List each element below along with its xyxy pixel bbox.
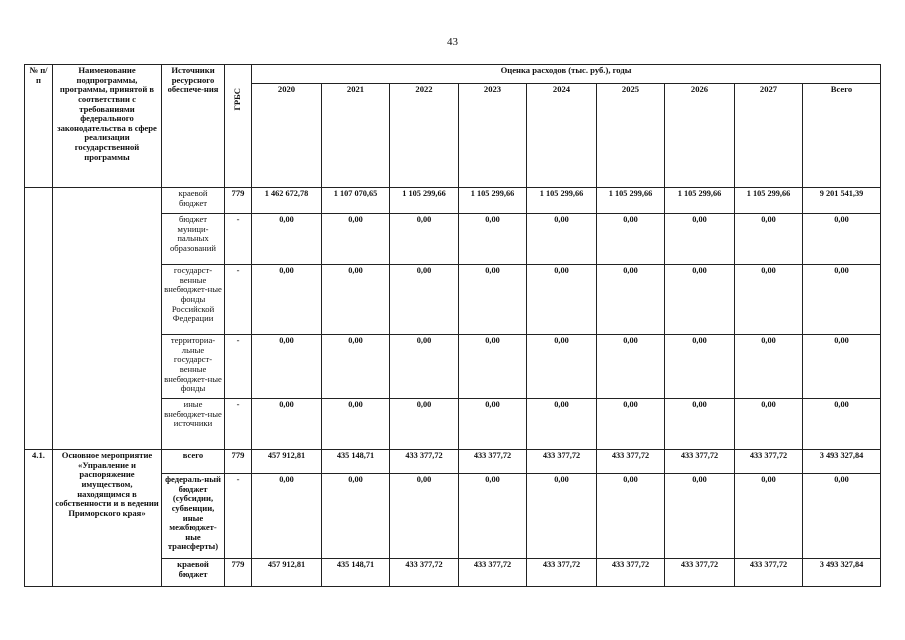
- header-year: 2020: [252, 84, 322, 188]
- header-year: 2022: [390, 84, 459, 188]
- year-value: 0,00: [735, 399, 803, 450]
- total-value: 9 201 541,39: [803, 188, 881, 214]
- year-value: 0,00: [597, 214, 665, 265]
- year-value: 1 462 672,78: [252, 188, 322, 214]
- total-value: 0,00: [803, 265, 881, 335]
- year-value: 433 377,72: [459, 450, 527, 474]
- year-value: 1 105 299,66: [459, 188, 527, 214]
- year-value: 0,00: [527, 399, 597, 450]
- table-row: [25, 450, 881, 474]
- total-value: 0,00: [803, 399, 881, 450]
- year-value: 433 377,72: [527, 450, 597, 474]
- year-value: 0,00: [735, 335, 803, 399]
- year-value: 0,00: [390, 335, 459, 399]
- year-value: 435 148,71: [322, 450, 390, 474]
- year-value: 0,00: [390, 474, 459, 559]
- year-value: 0,00: [665, 214, 735, 265]
- year-value: 0,00: [252, 335, 322, 399]
- grbs-code: 779: [225, 450, 252, 474]
- year-value: 1 105 299,66: [665, 188, 735, 214]
- year-value: 433 377,72: [390, 450, 459, 474]
- header-grbs-label: ГРБС: [232, 88, 243, 111]
- year-value: 1 107 070,65: [322, 188, 390, 214]
- funding-source: федераль-ный бюджет (субсидии, субвенции, иные межбюджет-ные трансферты): [162, 474, 225, 559]
- year-value: 0,00: [322, 335, 390, 399]
- year-value: 0,00: [322, 399, 390, 450]
- grbs-code: -: [225, 214, 252, 265]
- funding-source: территориа-льные государст-венные внебюджет-ные фонды: [162, 335, 225, 399]
- header-year: 2026: [665, 84, 735, 188]
- year-value: 0,00: [322, 214, 390, 265]
- year-value: 0,00: [665, 474, 735, 559]
- year-value: 457 912,81: [252, 450, 322, 474]
- funding-source: бюджет муници-пальных образований: [162, 214, 225, 265]
- year-value: 1 105 299,66: [390, 188, 459, 214]
- table-row: [25, 188, 881, 214]
- year-value: 433 377,72: [597, 450, 665, 474]
- header-grbs: [225, 65, 252, 188]
- year-value: 0,00: [735, 265, 803, 335]
- year-value: 0,00: [459, 335, 527, 399]
- funding-source: иные внебюджет-ные источники: [162, 399, 225, 450]
- header-num: № п/п: [25, 65, 53, 188]
- year-value: 0,00: [527, 474, 597, 559]
- header-year: 2025: [597, 84, 665, 188]
- header-source: Источники ресурсного обеспече-ния: [162, 65, 225, 188]
- budget-table: [24, 64, 881, 587]
- block1: [25, 188, 881, 450]
- year-value: 0,00: [597, 265, 665, 335]
- funding-source: государст-венные внебюджет-ные фонды Российской Федерации: [162, 265, 225, 335]
- year-value: 433 377,72: [665, 450, 735, 474]
- header-year: 2021: [322, 84, 390, 188]
- total-value: 0,00: [803, 335, 881, 399]
- year-value: 0,00: [252, 214, 322, 265]
- program-name: Основное мероприятие «Управление и распоряжение имуществом, находящимся в собственности и в ведении Приморского края»: [53, 450, 162, 587]
- block2: [25, 450, 881, 587]
- total-value: 3 493 327,84: [803, 450, 881, 474]
- year-value: 433 377,72: [665, 559, 735, 587]
- year-value: 0,00: [390, 265, 459, 335]
- grbs-code: -: [225, 474, 252, 559]
- total-value: 3 493 327,84: [803, 559, 881, 587]
- year-value: 0,00: [527, 265, 597, 335]
- row-number: [25, 188, 53, 450]
- grbs-code: -: [225, 399, 252, 450]
- year-value: 1 105 299,66: [527, 188, 597, 214]
- year-value: 0,00: [459, 474, 527, 559]
- year-value: 0,00: [459, 265, 527, 335]
- year-value: 0,00: [665, 265, 735, 335]
- grbs-code: -: [225, 335, 252, 399]
- row-number: 4.1.: [25, 450, 53, 587]
- header-costs: Оценка расходов (тыс. руб.), годы: [252, 65, 881, 84]
- year-value: 0,00: [665, 399, 735, 450]
- header-year-total: Всего: [803, 84, 881, 188]
- funding-source: краевой бюджет: [162, 188, 225, 214]
- year-value: 0,00: [322, 474, 390, 559]
- year-value: 0,00: [597, 399, 665, 450]
- year-value: 0,00: [735, 214, 803, 265]
- year-value: 0,00: [252, 399, 322, 450]
- year-value: 0,00: [597, 335, 665, 399]
- year-value: 0,00: [390, 214, 459, 265]
- year-value: 0,00: [527, 335, 597, 399]
- year-value: 433 377,72: [527, 559, 597, 587]
- year-value: 0,00: [665, 335, 735, 399]
- funding-source: краевой бюджет: [162, 559, 225, 587]
- total-value: 0,00: [803, 214, 881, 265]
- total-value: 0,00: [803, 474, 881, 559]
- grbs-code: -: [225, 265, 252, 335]
- year-value: 0,00: [390, 399, 459, 450]
- header-year: 2024: [527, 84, 597, 188]
- year-value: 0,00: [597, 474, 665, 559]
- year-value: 435 148,71: [322, 559, 390, 587]
- program-name: [53, 188, 162, 450]
- year-value: 0,00: [459, 399, 527, 450]
- year-value: 433 377,72: [390, 559, 459, 587]
- year-value: 433 377,72: [735, 559, 803, 587]
- funding-source: всего: [162, 450, 225, 474]
- grbs-code: 779: [225, 188, 252, 214]
- year-value: 0,00: [252, 265, 322, 335]
- header-year: 2023: [459, 84, 527, 188]
- year-value: 433 377,72: [735, 450, 803, 474]
- year-value: 1 105 299,66: [597, 188, 665, 214]
- year-value: 1 105 299,66: [735, 188, 803, 214]
- year-value: 0,00: [322, 265, 390, 335]
- year-value: 0,00: [459, 214, 527, 265]
- grbs-code: 779: [225, 559, 252, 587]
- year-value: 433 377,72: [597, 559, 665, 587]
- page-number: 43: [447, 36, 458, 48]
- year-value: 0,00: [527, 214, 597, 265]
- year-value: 457 912,81: [252, 559, 322, 587]
- table-header: [25, 65, 881, 188]
- header-name: Наименование подпрограммы, программы, принятой в соответствии с требованиями федерального законодательства в сфере реализации государственной программы: [53, 65, 162, 188]
- year-value: 0,00: [252, 474, 322, 559]
- header-year: 2027: [735, 84, 803, 188]
- year-value: 0,00: [735, 474, 803, 559]
- year-value: 433 377,72: [459, 559, 527, 587]
